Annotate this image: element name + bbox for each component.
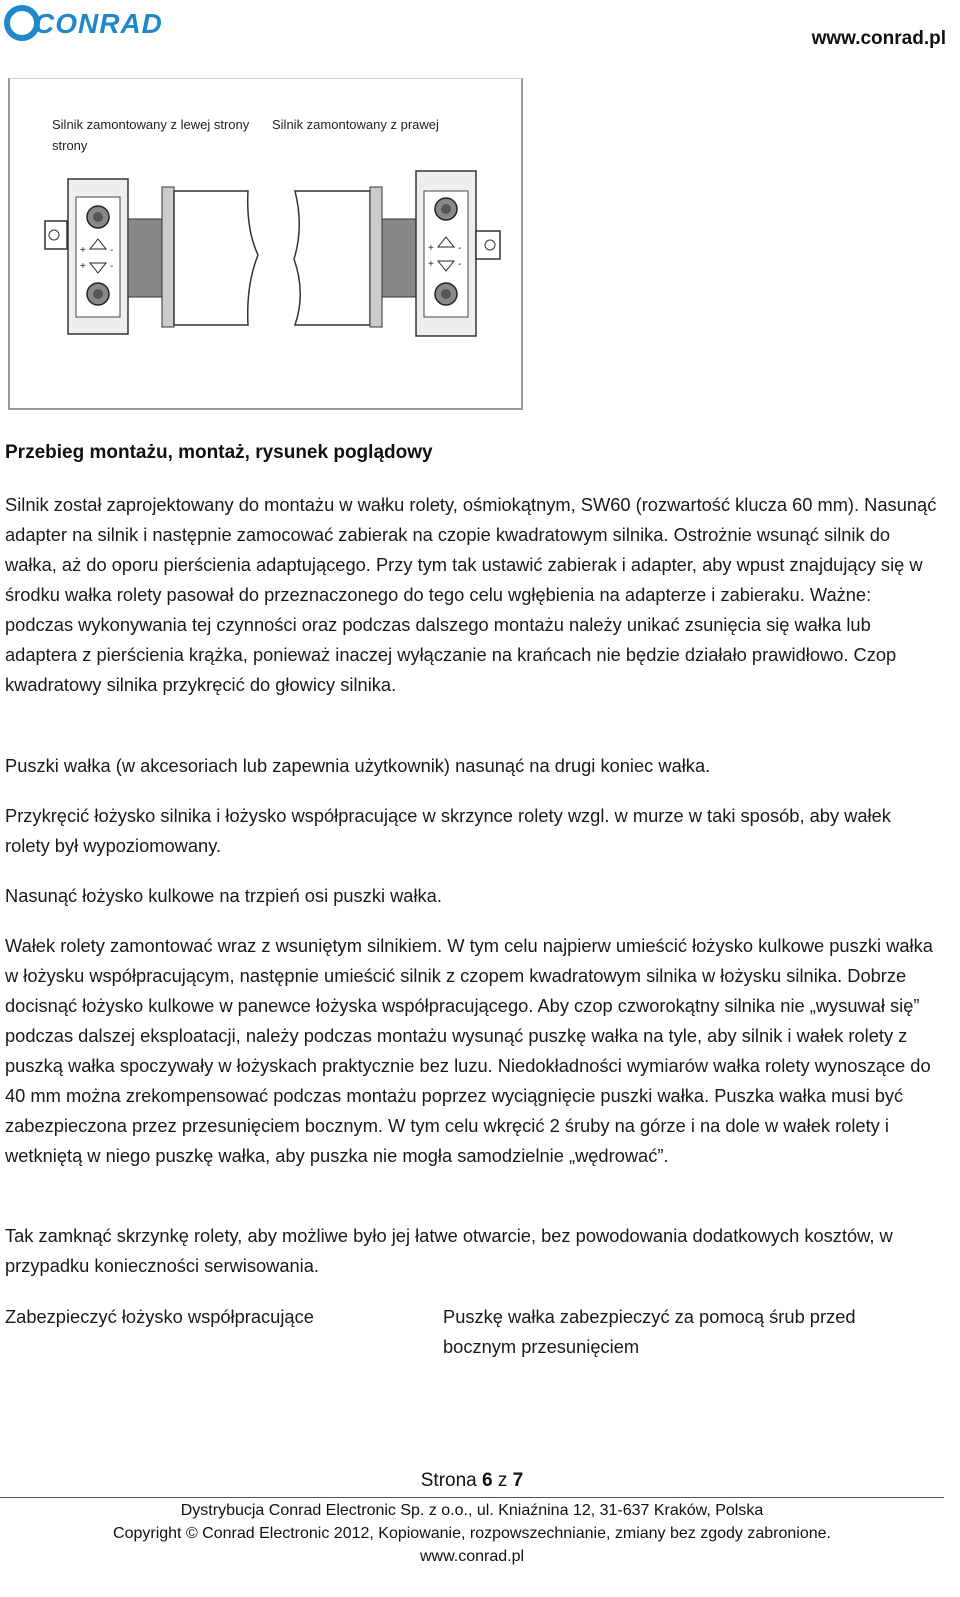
- svg-text:+: +: [80, 261, 86, 272]
- paragraph-5: Wałek rolety zamontować wraz z wsuniętym silnikiem. W tym celu najpierw umieścić łożysko kulkowe puszki wałka w łożysku współpracującym, następnie umieścić silnik z czopem kwadratowym silnika w łożysku silnika. Dobrze docisnąć łożysko kulkowe w panewce łożyska współpracującego. Aby czop czworokątny silnika nie „wysuwał się” podczas dalszej eksploatacji, należy podczas montażu wysunąć puszkę wałka na tyle, aby silnik i wałek rolety z puszką wałka spoczywały w łożyskach praktycznie bez luzu. Niedokładności wymiarów wałka rolety wynoszące do 40 mm można zrekompensować podczas montażu poprzez wyciągnięcie puszki wałka. Puszka wałka musi być zabezpieczona przez przesunięciem bocznym. W tym celu wkręcić 2 śruby na górze i na dole w wałek rolety i wetkniętą w niego puszkę wałka, aby puszka nie mogła samodzielnie „wędrować”.: [5, 935, 933, 1166]
- page-total: 7: [512, 1470, 524, 1491]
- caption-bottom-right: Puszkę wałka zabezpieczyć za pomocą śrub przed bocznym przesunięciem: [443, 1306, 856, 1357]
- svg-text:-: -: [110, 261, 114, 272]
- header-url[interactable]: www.conrad.pl: [811, 28, 946, 49]
- footer-copyright: Copyright © Conrad Electronic 2012, Kopiowanie, rozpowszechnianie, zmiany bez zgody zabronione.: [113, 1525, 831, 1542]
- logo-text: CONRAD: [34, 8, 163, 39]
- paragraph-2: Puszki wałka (w akcesoriach lub zapewnia użytkownik) nasunąć na drugi koniec wałka.: [5, 755, 711, 776]
- page-label: Strona: [420, 1470, 477, 1491]
- svg-text:-: -: [110, 245, 114, 256]
- paragraph-1: Silnik został zaprojektowany do montażu w wałku rolety, ośmiokątnym, SW60 (rozwartość klucza 60 mm). Nasunąć adapter na silnik i następnie zamocować zabierak na czopie kwadratowym silnika. Ostrożnie wsunąć silnik do wałka, aż do oporu pierścienia adaptującego. Przy tym tak ustawić zabierak i adapter, aby wpust znajdujący się w środku wałka rolety pasował do przeznaczonego do tego celu wgłębienia na adapterze i zabieraku. Ważne: podczas wykonywania tej czynności oraz podczas dalszego montażu należy unikać zsunięcia się wałka lub adaptera z pierścienia krążka, ponieważ inaczej wyłączanie na krańcach nie będzie działało prawidłowo. Czop kwadratowy silnika przykręcić do głowicy silnika.: [5, 494, 937, 695]
- motor-mounting-figure: [8, 78, 523, 410]
- caption-bottom-left: Zabezpieczyć łożysko współpracujące: [5, 1306, 314, 1327]
- svg-text:+: +: [428, 259, 434, 270]
- conrad-logo: [4, 2, 164, 44]
- svg-text:-: -: [458, 259, 462, 270]
- svg-text:+: +: [428, 243, 434, 254]
- svg-text:-: -: [458, 243, 462, 254]
- paragraph-3: Przykręcić łożysko silnika i łożysko współpracujące w skrzynce rolety wzgl. w murze w taki sposób, aby wałek rolety był wypoziomowany.: [5, 805, 891, 856]
- page-number: [0, 1470, 944, 1492]
- svg-text:+: +: [80, 245, 86, 256]
- footer-divider: [0, 1497, 944, 1498]
- paragraph-6: Tak zamknąć skrzynkę rolety, aby możliwe było jej łatwe otwarcie, bez powodowania dodatkowych kosztów, w przypadku konieczności serwisowania.: [5, 1225, 893, 1276]
- footer-url[interactable]: www.conrad.pl: [419, 1548, 525, 1565]
- page-current: 6: [482, 1470, 493, 1491]
- caption-right: Silnik zamontowany z prawej: [272, 117, 439, 132]
- left-motor-assembly: [45, 179, 258, 334]
- caption-left: Silnik zamontowany z lewej strony strony: [52, 117, 250, 153]
- page-sep: z: [497, 1470, 508, 1491]
- section-heading: Przebieg montażu, montaż, rysunek poglądowy: [5, 442, 433, 463]
- right-motor-assembly: [294, 171, 500, 336]
- paragraph-4: Nasunąć łożysko kulkowe na trzpień osi puszki wałka.: [5, 885, 442, 906]
- footer-address: Dystrybucja Conrad Electronic Sp. z o.o., ul. Kniaźnina 12, 31-637 Kraków, Polska: [180, 1502, 764, 1519]
- motor-diagram: [10, 79, 523, 409]
